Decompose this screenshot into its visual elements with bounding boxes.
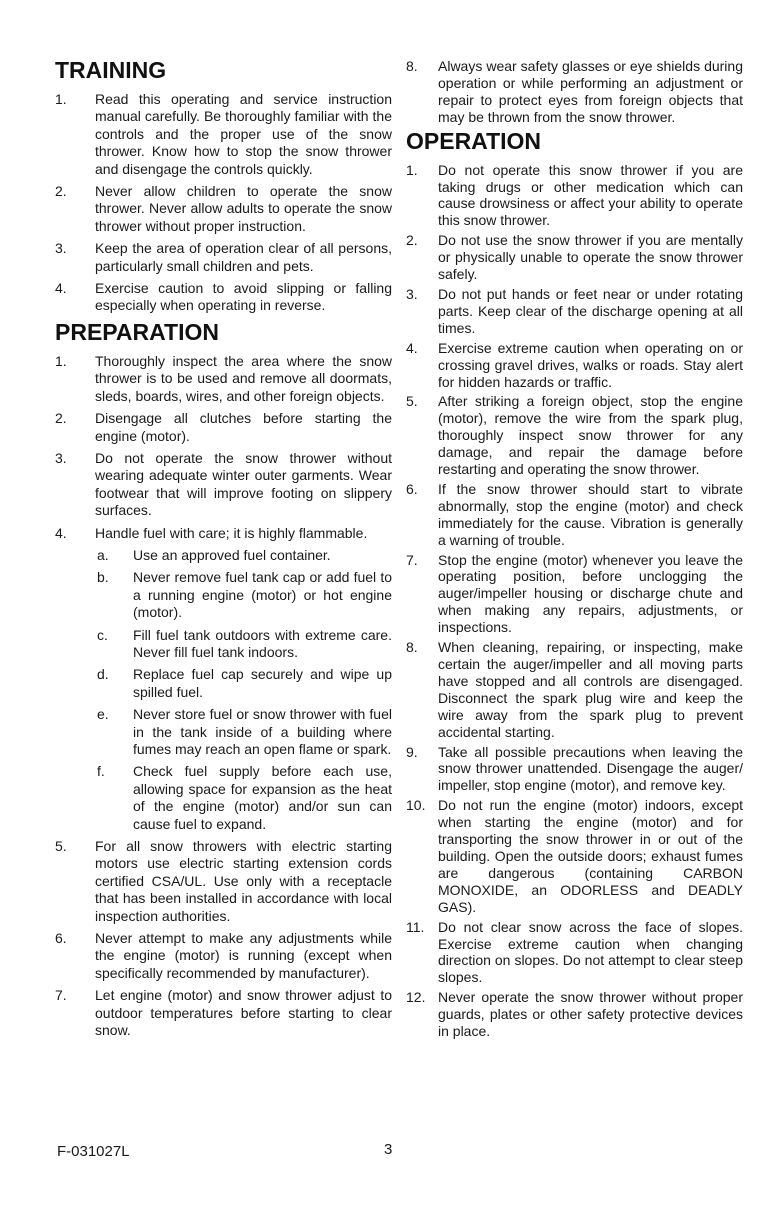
training-item-3 <box>55 240 392 275</box>
item-number: 7. <box>406 551 418 568</box>
sub-item-letter: c. <box>97 626 108 643</box>
sub-item-letter: b. <box>97 569 109 586</box>
section-title-operation: OPERATION <box>406 127 542 154</box>
item-text: Thoroughly inspect the area where the snow thrower is to be used and remove all doormats, sleds, boards, wires, and other foreign objects. <box>95 352 392 404</box>
item-text: Let engine (motor) and snow thrower adjust to outdoor temperatures before starting to clear snow. <box>95 987 392 1039</box>
item-number: 4. <box>55 280 67 297</box>
item-number: 6. <box>55 930 67 947</box>
item-text: Never allow children to operate the snow thrower. Never allow adults to operate the snow thrower without proper instruction. <box>95 183 392 234</box>
section-title-training: TRAINING <box>55 57 167 83</box>
sub-item-letter: d. <box>97 666 109 683</box>
sub-item-letter: a. <box>97 546 109 563</box>
training-item-1 <box>55 91 392 178</box>
item-number: 2. <box>55 183 67 200</box>
preparation-item-4f <box>97 763 392 833</box>
sub-item-text: Fill fuel tank outdoors with extreme care. Never fill fuel tank indoors. <box>133 626 392 660</box>
item-number: 3. <box>406 285 418 302</box>
preparation-item-1 <box>55 353 392 405</box>
training-item-8 <box>406 58 743 126</box>
item-number: 8. <box>406 58 418 74</box>
sub-item-text: Never store fuel or snow thrower with fuel in the tank inside of a building where fumes may reach an open flame or spark. <box>133 706 392 757</box>
sub-item-text: Never remove fuel tank cap or add fuel to a running engine (motor) or hot engine (motor). <box>133 569 392 621</box>
item-text: Handle fuel with care; it is highly flammable. <box>95 524 368 541</box>
item-text: Stop the engine (motor) whenever you leave the operating position, before unclogging the auger/impeller housing or discharge chute and when making any repairs, adjustments, or inspections. <box>438 551 743 636</box>
preparation-item-4 <box>55 525 392 542</box>
operation-item-1 <box>406 162 743 230</box>
left-column <box>55 58 392 1045</box>
item-text: Do not clear snow across the face of slopes. Exercise extreme caution when changing direction on slopes. Do not attempt to clear steep slopes. <box>438 918 743 986</box>
item-number: 1. <box>55 91 67 107</box>
item-number: 4. <box>406 339 418 356</box>
sub-item-text: Use an approved fuel container. <box>133 546 331 563</box>
preparation-item-4d <box>97 666 392 701</box>
item-number: 3. <box>55 240 67 257</box>
item-number: 2. <box>55 410 67 427</box>
operation-item-5 <box>406 393 743 478</box>
two-column-layout <box>55 58 743 1045</box>
sub-item-text: Replace fuel cap securely and wipe up spilled fuel. <box>133 666 392 700</box>
operation-item-7 <box>406 552 743 637</box>
item-text: Never operate the snow thrower without proper guards, plates or other safety protective devices in place. <box>438 989 743 1040</box>
section-title-preparation: PREPARATION <box>55 318 219 345</box>
item-text: Do not operate this snow thrower if you are taking drugs or other medication which can cause drowsiness or affect your ability to operate this snow thrower. <box>438 161 743 229</box>
item-text: If the snow thrower should start to vibrate abnormally, stop the engine (motor) and check immediately for the cause. Vibration is generally a warning of trouble. <box>438 480 743 548</box>
item-text: Keep the area of operation clear of all persons, particularly small children and pets. <box>95 240 392 274</box>
operation-item-3 <box>406 286 743 337</box>
item-number: 3. <box>55 449 67 466</box>
operation-item-12 <box>406 989 743 1040</box>
item-number: 1. <box>406 161 418 178</box>
item-number: 2. <box>406 232 418 249</box>
item-number: 10. <box>406 797 426 814</box>
preparation-item-3 <box>55 450 392 520</box>
item-number: 11. <box>406 918 425 935</box>
item-number: 5. <box>406 393 418 410</box>
item-text: Never attempt to make any adjustments while the engine (motor) is running (except when specifically recommended by manufacturer). <box>95 930 392 981</box>
item-text: Exercise caution to avoid slipping or falling especially when operating in reverse. <box>95 280 392 314</box>
item-text: Exercise extreme caution when operating on or crossing gravel drives, walks or roads. Stay alert for hidden hazards or traffic. <box>438 339 743 390</box>
preparation-item-7 <box>55 987 392 1039</box>
item-text: When cleaning, repairing, or inspecting, make certain the auger/impeller and all moving parts have stopped and all controls are disengaged. Disconnect the spark plug wire and keep the wire away from the spark plug to prevent accidental starting. <box>438 639 743 740</box>
sub-item-letter: f. <box>97 763 105 780</box>
preparation-item-4b <box>97 569 392 621</box>
item-number: 12. <box>406 989 426 1006</box>
item-text: Always wear safety glasses or eye shields during operation or while performing an adjustment or repair to protect eyes from foreign objects that may be thrown from the snow thrower. <box>438 58 743 125</box>
item-text: Read this operating and service instruction manual carefully. Be thoroughly familiar with the controls and the proper use of the snow thrower. Know how to stop the snow thrower and disengage the controls quickly. <box>95 91 392 177</box>
item-text: Do not operate the snow thrower without wearing adequate winter outer garments. Wear footwear that will improve footing on slippery surfaces. <box>95 449 392 519</box>
preparation-item-4e <box>97 706 392 758</box>
sub-item-letter: e. <box>97 706 109 723</box>
preparation-item-2 <box>55 410 392 445</box>
item-text: Do not put hands or feet near or under rotating parts. Keep clear of the discharge opening at all times. <box>438 285 743 336</box>
item-number: 8. <box>406 639 418 656</box>
operation-item-10 <box>406 797 743 915</box>
item-number: 9. <box>406 743 418 760</box>
item-number: 1. <box>55 352 67 369</box>
footer-document-number: F-031027L <box>57 1143 130 1160</box>
item-number: 4. <box>55 524 67 541</box>
item-text: Disengage all clutches before starting the engine (motor). <box>95 410 392 444</box>
operation-item-11 <box>406 919 743 987</box>
item-number: 5. <box>55 838 67 855</box>
item-text: For all snow throwers with electric starting motors use electric starting extension cords certified CSA/UL. Use only with a receptacle that has been installed in accordance with local inspection authorities. <box>95 838 392 924</box>
training-item-2 <box>55 183 392 235</box>
operation-item-9 <box>406 744 743 795</box>
item-text: After striking a foreign object, stop the engine (motor), remove the wire from the spark plug, thoroughly inspect snow thrower for any damage, and repair the damage before restarting and operating the snow thrower. <box>438 393 743 478</box>
preparation-item-6 <box>55 930 392 982</box>
operation-item-2 <box>406 232 743 283</box>
operation-item-4 <box>406 340 743 391</box>
operation-item-6 <box>406 481 743 549</box>
item-text: Do not use the snow thrower if you are mentally or physically unable to operate the snow thrower safely. <box>438 232 743 283</box>
item-text: Take all possible precautions when leaving the snow thrower unattended. Disengage the auger/ impeller, stop engine (motor), and remove key. <box>438 743 743 794</box>
item-number: 6. <box>406 480 418 497</box>
sub-item-text: Check fuel supply before each use, allowing space for expansion as the heat of the engine (motor) and/or sun can cause fuel to expand. <box>133 763 392 832</box>
footer-page-number: 3 <box>384 1141 393 1158</box>
item-number: 7. <box>55 987 67 1004</box>
preparation-item-5 <box>55 838 392 925</box>
training-item-4 <box>55 280 392 315</box>
preparation-item-4a <box>97 547 392 564</box>
item-text: Do not run the engine (motor) indoors, except when starting the engine (motor) and for transporting the snow thrower in or out of the building. Open the outside doors; exhaust fumes are dangerous (containing CARBON MONOXIDE, an ODORLESS and DEADLY GAS). <box>438 797 743 915</box>
preparation-item-4c <box>97 627 392 662</box>
right-column <box>406 58 743 1045</box>
operation-item-8 <box>406 639 743 740</box>
